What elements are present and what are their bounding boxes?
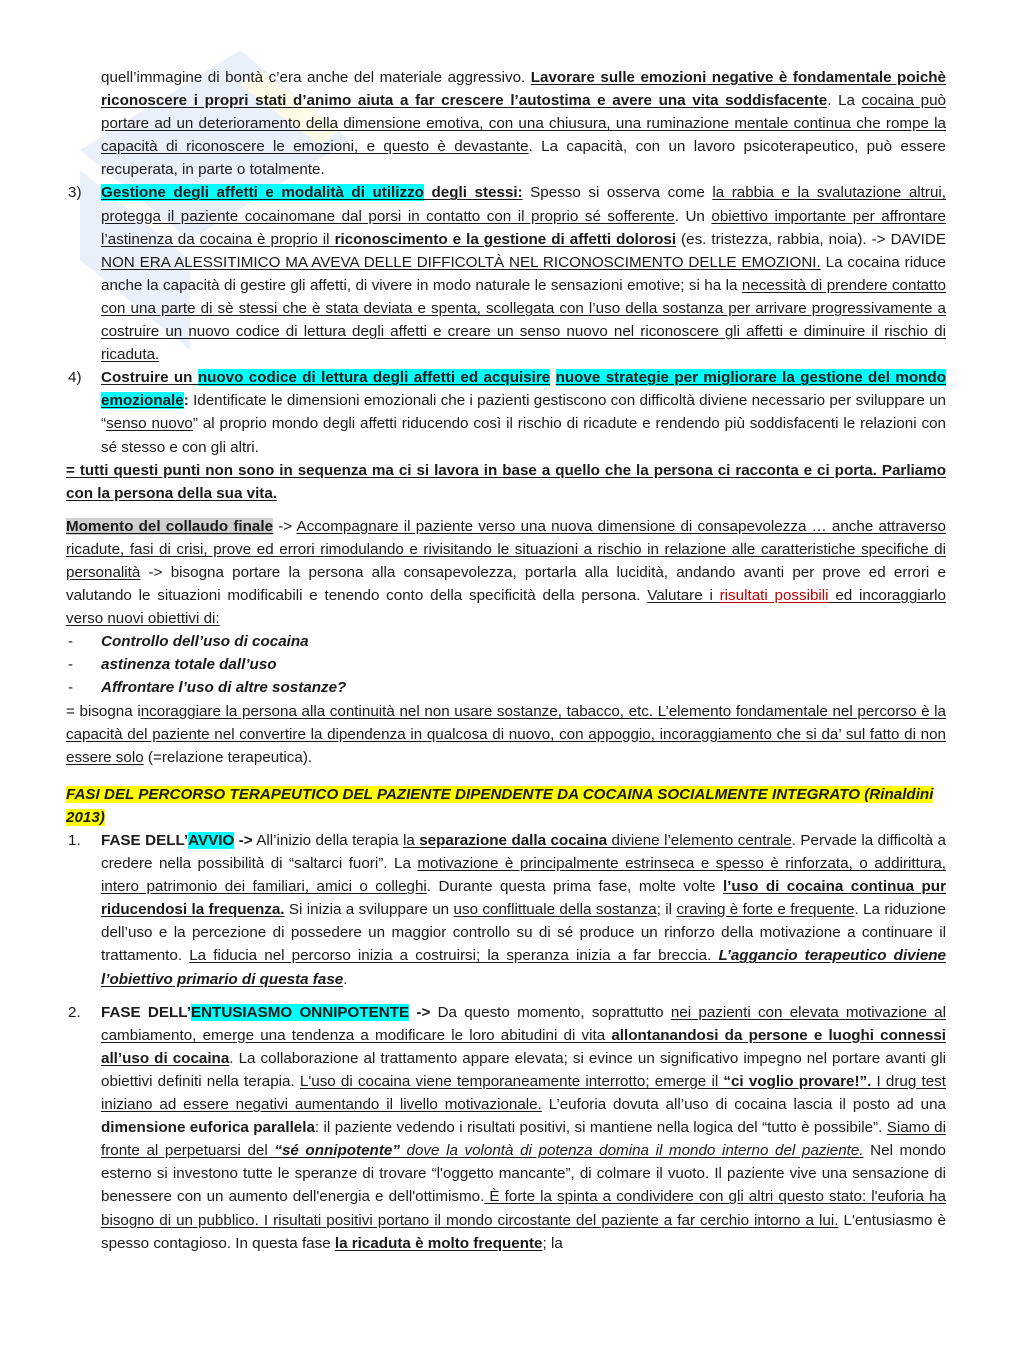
list-item-3: 3) Gestione degli affetti e modalità di utilizzo degli stessi: Spesso si osserva come la rabbia e la svalutazione altrui, protegga il paziente cocainomane dal porsi in contatto con il proprio sé sofferente. Un obiettivo importante per affrontare l’astinenza da cocaina è proprio il riconoscimento e la gestione di affetti dolorosi (es. tristezza, rabbia, noia). -> DAVIDE NON ERA ALESSITIMICO MA AVEVA DELLE DIFFICOLTÀ NEL RICONOSCIMENTO DELLE EMOZIONI. La cocaina riduce anche la capacità di gestire gli affetti, di vivere in modo naturale le sensazioni emotive; si ha la necessità di prendere contatto con una parte di sè stessi che è stata deviata e spenta, scollegata con l’uso della sostanza per arrivare progressivamente a costruire un nuovo codice di lettura degli affetti e creare un senso nuovo nel riconoscere gli affetti e diminuire il rischio di ricaduta. — [66, 181, 946, 366]
phase-1: 1. FASE DELL’AVVIO -> All’inizio della terapia la separazione dalla cocaina diviene l’elemento centrale. Pervade la difficoltà a credere nella possibilità di “saltarci fuori”. La motivazione è principalmente estrinseca e spesso è rinforzata, o addirittura, intero patrimonio dei familiari, amici o colleghi. Durante questa prima fase, molte volte l’uso di cocaina continua pur riducendosi la frequenza. Si inizia a sviluppare un uso conflittuale della sostanza; il craving è forte e frequente. La riduzione dell’uso e la percezione di possedere un maggior controllo su di sé produce un rinforzo della motivazione a continuare il trattamento. La fiducia nel percorso inizia a costruirsi; la speranza inizia a far breccia. L’aggancio terapeutico diviene l’obiettivo primario di questa fase. — [66, 829, 946, 991]
intro-paragraph: quell’immagine di bontà c’era anche del materiale aggressivo. Lavorare sulle emozioni negative è fondamentale poichè riconoscere i propri stati d’animo aiuta a far crescere l’autostima e avere una vita soddisfacente. La cocaina può portare ad un deterioramento della dimensione emotiva, con una chiusura, una ruminazione mentale continua che rompe la capacità di riconoscere le emozioni, e questo è devastante. La capacità, con un lavoro psicoterapeutico, può essere recuperata, in parte o totalmente. — [101, 69, 946, 179]
bullet-item: - Controllo dell’uso di cocaina — [66, 630, 946, 653]
bullet-dash: - — [68, 633, 74, 651]
bullet-dash: - — [68, 656, 74, 674]
document-page — [66, 66, 946, 1255]
list-number: 1. — [68, 832, 81, 849]
bullet-item: - Affrontare l’uso di altre sostanze? — [66, 676, 946, 699]
after-bullets-paragraph: = bisogna incoraggiare la persona alla continuità nel non usare sostanze, tabacco, etc. L’elemento fondamentale nel percorso è la capacità del paziente nel convertire la dipendenza in qualcosa di nuovo, con appoggio, incoraggiamento che si da’ sul fatto di non essere solo (=relazione terapeutica). — [66, 702, 947, 766]
bullet-dash: - — [68, 679, 74, 697]
summary-line: = tutti questi punti non sono in sequenza ma ci si lavora in base a quello che la persona ci racconta e ci porta. Parliamo con la persona della sua vita. — [66, 461, 946, 502]
list-number: 3) — [68, 184, 82, 202]
list-number: 2. — [68, 1003, 81, 1021]
collaudo-paragraph: Momento del collaudo finale -> Accompagnare il paziente verso una nuova dimensione di consapevolezza … anche attraverso ricadute, fasi di crisi, prove ed errori rimodulando e rivisitando le situazioni a rischio in relazione alle caratteristiche specifiche di personalità -> bisogna portare la persona alla consapevolezza, portarla alla lucidità, andando avanti per prove ed errori e valutando le situazioni modificabili e tenendo conto della specificità della persona. Valutare i risultati possibili ed incoraggiarlo verso nuovi obiettivi di: — [66, 517, 946, 628]
bullet-item: - astinenza totale dall’uso — [66, 653, 946, 676]
list-number: 4) — [68, 369, 82, 387]
section-title: FASI DEL PERCORSO TERAPEUTICO DEL PAZIENTE DIPENDENTE DA COCAINA SOCIALMENTE INTEGRATO (Rinaldini 2013) — [66, 785, 934, 826]
list-item-4: 4) Costruire un nuovo codice di lettura degli affetti ed acquisire nuove strategie per migliorare la gestione del mondo emozionale: Identificate le dimensioni emozionali che i pazienti gestiscono con difficoltà diviene necessario per sviluppare un “senso nuovo” al proprio mondo degli affetti riducendo così il rischio di ricadute e rendendo più soddisfacenti le relazioni con sé stesso e con gli altri. — [66, 366, 946, 458]
phase-2: 2. FASE DELL’ENTUSIASMO ONNIPOTENTE -> Da questo momento, soprattutto nei pazienti con elevata motivazione al cambiamento, emerge una tendenza a modificare le loro abitudini di vita allontanandosi da persone e luoghi connessi all’uso di cocaina. La collaborazione al trattamento appare elevata; si evince un significativo impegno nel portare avanti gli obiettivi definiti nella terapia. L'uso di cocaina viene temporaneamente interrotto; emerge il “ci voglio provare!”. I drug test iniziano ad essere negativi aumentando il livello motivazionale. L’euforia dovuta all’uso di cocaina lascia il posto ad una dimensione euforica parallela: il paziente vedendo i risultati positivi, si mantiene nella logica del “tutto è possibile”. Siamo di fronte al perpetuarsi del “sé onnipotente” dove la volontà di potenza domina il mondo interno del paziente. Nel mondo esterno si investono tutte le speranze di trovare “l'oggetto mancante”, di colmare il vuoto. Il paziente vive una sensazione di benessere con un aumento dell'energia e dell'ottimismo. È forte la spinta a condividere con gli altri questo stato: l'euforia ha bisogno di un pubblico. I risultati positivi portano il mondo circostante del paziente a far cerchio intorno a lui. L'entusiasmo è spesso contagioso. In questa fase la ricaduta è molto frequente; la — [66, 1001, 946, 1255]
